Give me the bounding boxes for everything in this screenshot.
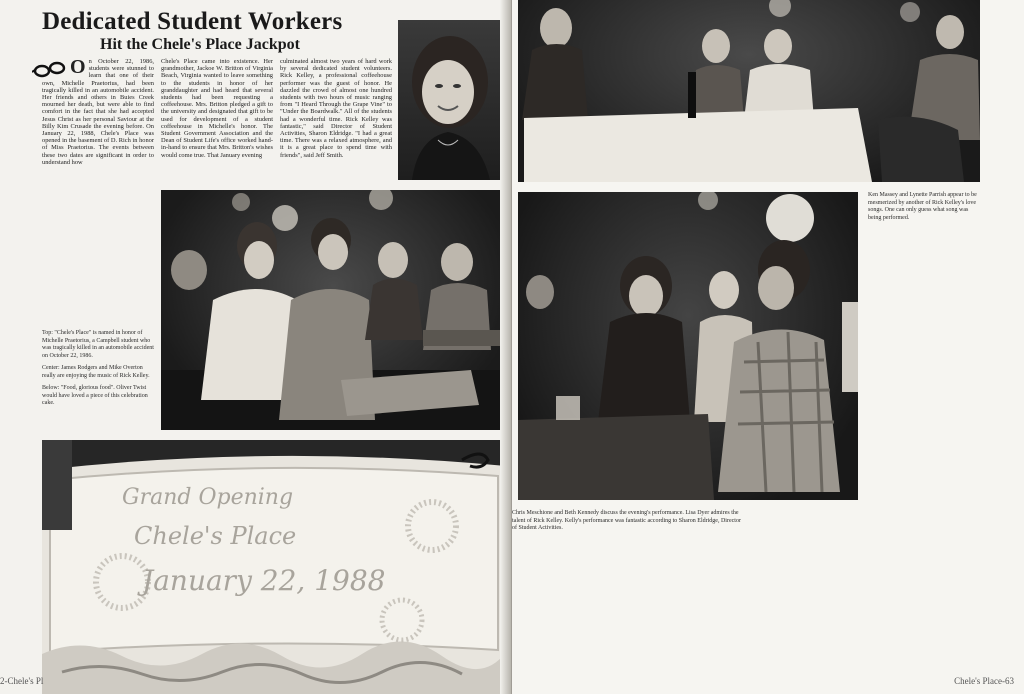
article-text-1: n October 22, 1986, students were stunned to learn that one of their own, Michelle Praetorius, had been tragically killed in an automobile accident. Her friends and others in Buies Creek mourned her death, but were able to find comfort in the fact that she had accepted Jesus Christ as her personal Saviour at the Billy Kim Crusade the evening before. On January 22, 1988, Chele's Place was opened in the basement of D. Rich in honor of Miss Praetorius. The events between these two dates are significant in order to understand how (42, 58, 154, 166)
folio-right: Chele's Place-63 (954, 676, 1014, 686)
right-page (512, 0, 1024, 694)
caption-right-top: Ken Massey and Lynette Parrish appear to be mesmerized by another of Rick Kelley's love songs. One can only guess what song was being performed. (868, 192, 977, 221)
article-drop-cap: O (70, 56, 86, 78)
caption-top: Top: "Chele's Place" is named in honor of Michelle Praetorius, a Campbell student who was tragically killed in an automobile accident on October 22, 1986. (42, 330, 154, 359)
article-column-3 (280, 58, 392, 159)
caption-below: Below: "Food, glorious food". Oliver Twist would have loved a piece of this celebration cake. (42, 385, 148, 406)
portrait-photo (398, 20, 502, 180)
article-text-3: culminated almost two years of hard work by several dedicated student volunteers. Rick Kelley, a professional coffeehouse performer was the guest of honor. He dazzled the crowd of almost one hundred students with two hours of music ranging from "I Heard Through the Grape Vine" to "Under the Boardwalk." All of the students had a wonderful time. Rick Kelley was fantastic," said Director of Student Activities, Sharon Eldridge. "I had a great time. There was a relaxed atmosphere, and it is a great place to spend time with friends", said Jeff Smith. (280, 58, 392, 159)
cake-photo (42, 440, 506, 694)
article-column-2 (161, 58, 273, 159)
left-captions (42, 330, 154, 413)
left-page (0, 0, 508, 694)
caption-center: Center: James Rodgers and Mike Overton really are enjoying the music of Rick Kelley. (42, 365, 150, 379)
article-text-2: Chele's Place came into existence. Her grandmother, Jackoe W. Britton of Virginia Beach, Virginia wanted to leave something to the students in honor of her granddaughter and had heard that several students had been requesting a coffeehouse. Mrs. Britton pledged a gift to the university and designated that gift to be used for development of a student coffeehouse in Michelle's honor. The Student Government Association and the Dean of Student Life's office worked hand-in-hand to ensure that Mrs. Britton's wishes would come true. That January evening (161, 58, 273, 159)
headline-title: Dedicated Student Workers (42, 8, 343, 35)
article-column-1 (42, 58, 154, 166)
folio-left: 2-Chele's Pl (0, 676, 44, 686)
top-right-photo (518, 0, 980, 182)
center-photo (161, 190, 506, 430)
headline-subtitle: Hit the Chele's Place Jackpot (100, 36, 300, 53)
caption-right-bottom: Chris Meschione and Beth Kennedy discuss the evening's performance. Lisa Dyer admires the talent of Rick Kelley. Kelly's performance was fantastic according to Sharon Eldridge, Director of Student Activities. (512, 510, 741, 531)
cake-line-1: Grand Opening (122, 485, 294, 510)
cake-line-3: January 22, 1988 (142, 564, 386, 597)
cake-line-2: Chele's Place (134, 522, 297, 550)
middle-right-photo (518, 192, 858, 500)
